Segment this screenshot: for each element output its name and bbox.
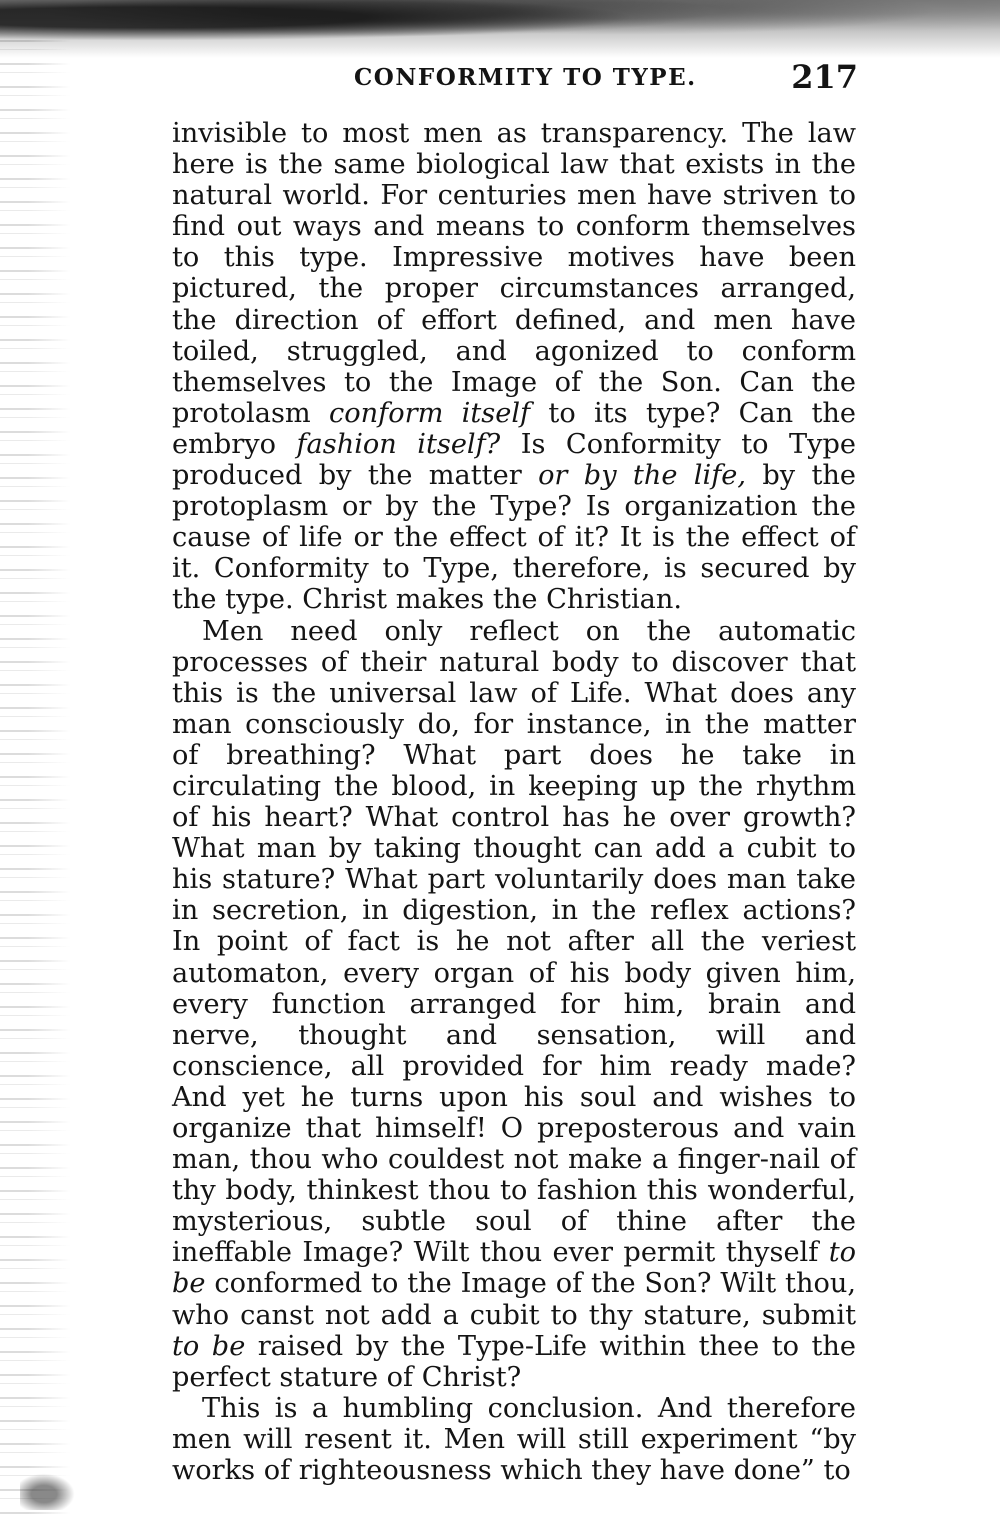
paragraph-2-text-e: raised by the Type-Life within thee to the perfect stature of Christ? xyxy=(172,1330,857,1393)
paragraph-3 xyxy=(172,1393,856,1486)
paragraph-1-text-e: Is Conformity to Type produced by the matter xyxy=(172,428,856,492)
running-title: CONFORMITY TO TYPE. xyxy=(354,64,697,91)
paragraph-1-italic-by-the-life: or by the life, xyxy=(538,460,746,492)
running-head xyxy=(172,58,858,96)
scan-shadow-top xyxy=(0,0,1000,58)
body-text xyxy=(172,118,856,1486)
paragraph-1-text-c: to its type? Can the embryo xyxy=(172,397,856,460)
scan-speckle-corner xyxy=(20,1470,80,1510)
scan-speckle-left xyxy=(0,40,70,1518)
paragraph-1-text-g: by the protoplasm or by the Type? Is organization the cause of life or the effect of it? It is the effect of it. Conformity to Type, therefore, is secured by the type. Christ makes the Christian. xyxy=(172,460,856,616)
paragraph-1-text-a: invisible to most men as transparency. The law here is the same biological law that exists in the natural world. For centuries men have striven to find out ways and means to conform themselves to this type. Impressive motives have been pictured, the proper circumstances arranged, the direction of effort defined, and men have toiled, struggled, and agonized to conform themselves to the Image of the Son. Can the protolasm xyxy=(172,118,856,429)
paragraph-1 xyxy=(172,118,856,616)
paragraph-1-italic-conform-itself: conform itself xyxy=(329,397,531,429)
paragraph-2-text-c: conformed to the Image of the Son? Wilt thou, who canst not add a cubit to thy stature, submit xyxy=(172,1268,856,1331)
paragraph-3-text: This is a humbling conclusion. And therefore men will resent it. Men will still experiment “by works of righteousness which they have done” to xyxy=(172,1392,856,1487)
paragraph-2-text-a: Men need only reflect on the automatic processes of their natural body to discover that this is the universal law of Life. What does any man consciously do, for instance, in the matter of breathing? What part does he take in circulating the blood, in keeping up the rhythm of his heart? What control has he over growth? What man by taking thought can add a cubit to his stature? What part voluntarily does man take in secretion, in digestion, in the reflex actions? In point of fact is he not after all the veriest automaton, every organ of his body given him, every function arranged for him, brain and nerve, thought and sensation, will and conscience, all provided for him ready made? And yet he turns upon his soul and wishes to organize that himself! O preposterous and vain man, thou who couldest not make a finger-nail of thy body, thinkest thou to fashion this wonderful, mysterious, subtle soul of thine after the ineffable Image? Wilt thou ever permit thyself xyxy=(172,615,856,1269)
paragraph-2-italic-to-be-1: to be xyxy=(172,1237,856,1300)
paragraph-1-italic-fashion-itself: fashion itself? xyxy=(296,428,501,460)
paragraph-2 xyxy=(172,616,856,1393)
page-number: 217 xyxy=(791,58,858,96)
paragraph-2-italic-to-be-2: to be xyxy=(172,1330,246,1362)
